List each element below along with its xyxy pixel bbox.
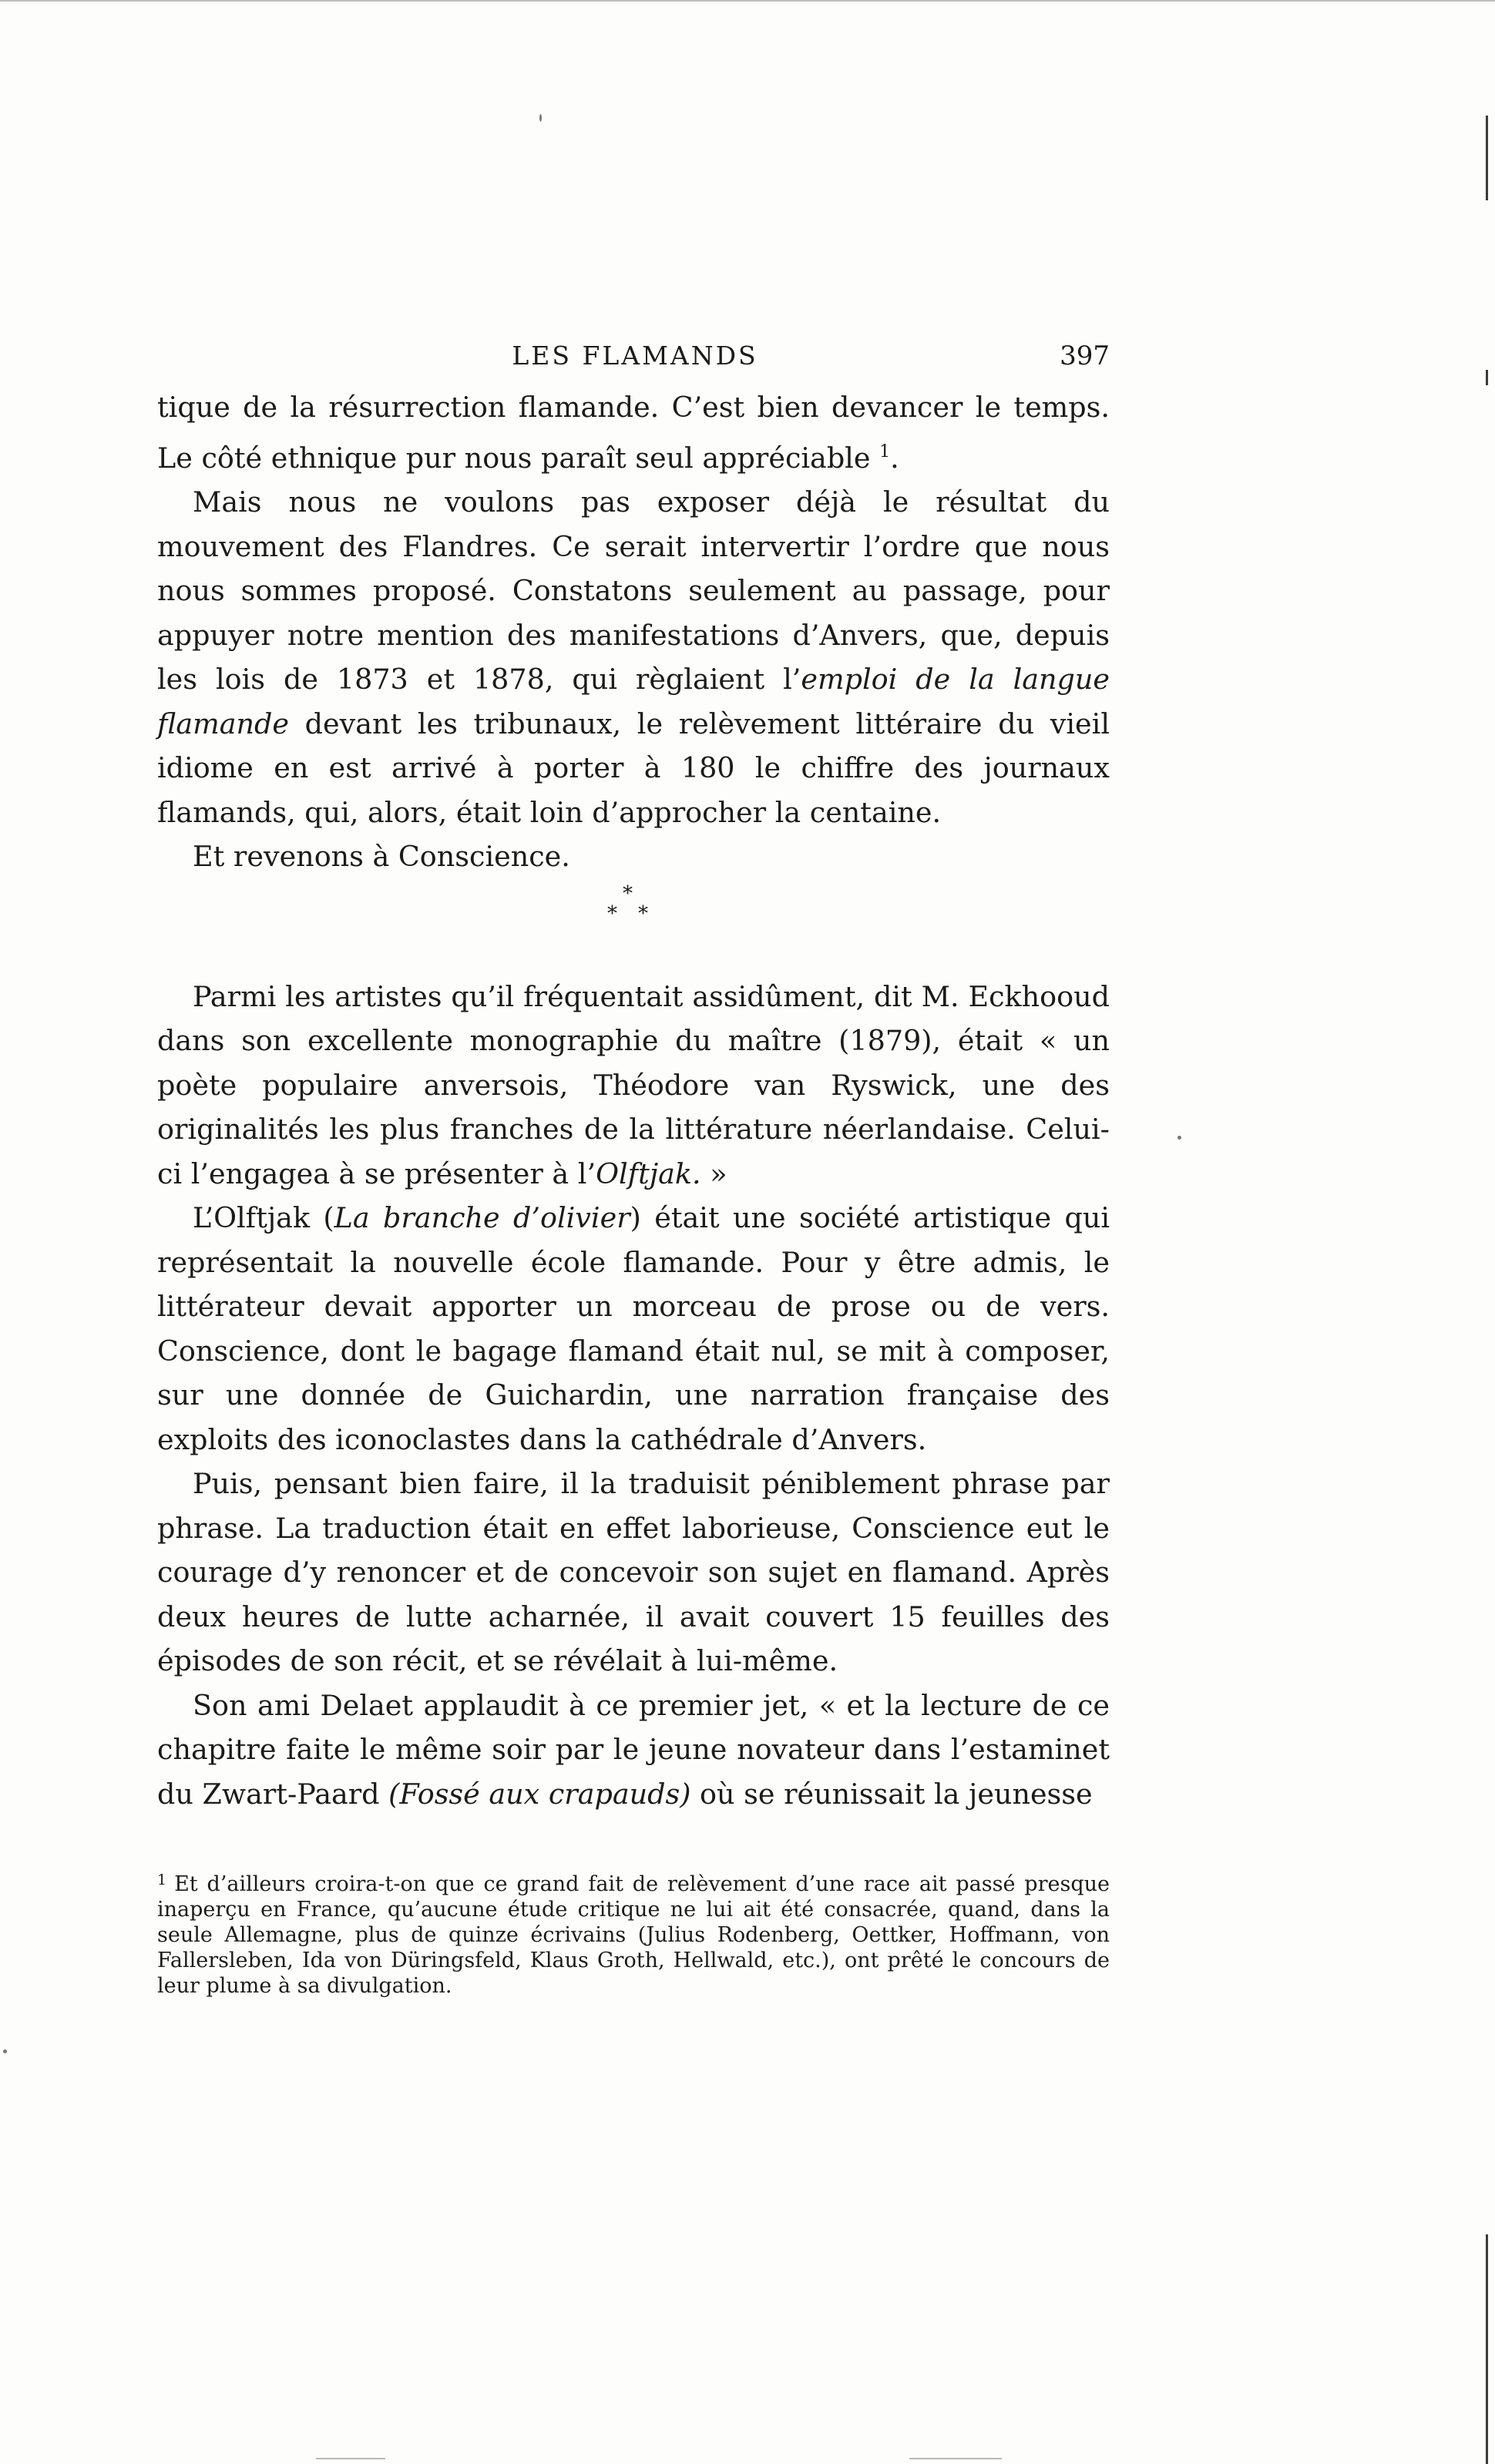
scan-speck (1178, 1136, 1181, 1140)
paragraph: Et revenons à Conscience. (193, 840, 570, 873)
scan-artifact (909, 2458, 1002, 2459)
emphasis: (Fossé aux crapauds) (388, 1777, 691, 1811)
paragraph-text: L’Olftjak ( (193, 1201, 334, 1234)
paragraph-text: » (700, 1156, 727, 1190)
paragraph (157, 480, 1110, 834)
asterism-star: * (638, 901, 648, 925)
scan-speck (539, 114, 542, 122)
footnote-text: Et d’ailleurs croira-t-on que ce grand fait de relèvement d’une race ait passé presque inaperçu en France, qu’aucune étude critique ne lui ait été consacrée, quand, dans la seule Allemagne, plus de quinze écrivains (Julius Rodenberg, Oettker, Hoffmann, von Fallersleben, Ida von Düringsfeld, Klaus Groth, Hellwald, etc.), ont prêté le concours de leur plume à sa divulgation. (157, 1872, 1110, 1998)
binding-edge-mark (1486, 2234, 1488, 2464)
asterism-star: * (623, 881, 633, 905)
paragraph-text: tique de la résurrection flamande. C’est bien devancer le temps. Le côté ethnique pur nous paraît seul appréciable (157, 391, 1110, 475)
scan-speck (3, 2049, 7, 2053)
footnote-marker: 1 (157, 1871, 167, 1888)
paragraph-text: où se réunissait la jeunesse (690, 1777, 1093, 1811)
emphasis: emploi de la langue flamande (157, 663, 1110, 740)
footnote (157, 1868, 1110, 1999)
paragraph-text: Mais nous ne voulons pas exposer déjà le résultat du mouvement des Flandres. Ce serait intervertir l’ordre que nous nous sommes proposé. Constatons seulement au passage, pour appuyer notre mention des manifestations d’Anvers, que, depuis les lois de 1873 et 1878, qui règlaient l’ (157, 485, 1110, 696)
running-title: LES FLAMANDS (512, 341, 758, 371)
footnote-reference: 1 (879, 441, 891, 462)
section-separator (157, 881, 1110, 932)
paragraph: Puis, pensant bien faire, il la traduisit péniblement phrase par phrase. La traduction était en effet laborieuse, Conscience eut le courage d’y renoncer et de concevoir son sujet en flamand. Après deux heures de lutte acharnée, il avait couvert 15 feuilles des épisodes de son récit, et se révélait à lui-même. (157, 1467, 1110, 1677)
page-number: 397 (1060, 341, 1110, 371)
binding-edge-mark (1486, 116, 1488, 200)
paragraph (157, 1196, 1110, 1462)
asterism-star: * (607, 901, 617, 925)
binding-edge-mark (1486, 370, 1488, 385)
scan-artifact (316, 2458, 385, 2459)
paragraph (157, 1684, 1110, 1817)
paragraph-text: ) était une société artistique qui représentait la nouvelle école flamande. Pour y être admis, le littérateur devait apporter un morceau de prose ou de vers. Conscience, dont le bagage flamand était nul, se mit à composer, sur une donnée de Guichardin, une narration française des exploits des iconoclastes dans la cathédrale d’Anvers. (157, 1201, 1110, 1456)
page-header (160, 334, 1110, 378)
paragraph (157, 975, 1110, 1197)
page-top-edge (0, 0, 1495, 2)
emphasis: Olftjak. (596, 1156, 701, 1190)
main-text (157, 385, 1110, 1816)
emphasis: La branche d’olivier (334, 1201, 630, 1234)
paragraph (157, 385, 1110, 480)
punctuation: . (890, 441, 899, 475)
paragraph-text: Son ami Delaet applaudit à ce premier jet, « et la lecture de ce chapitre faite le même soir par le jeune novateur dans l’estaminet du Zwart-Paard (157, 1688, 1110, 1811)
paragraph-text: devant les tribunaux, le relèvement littéraire du vieil idiome en est arrivé à porter à 180 le chiffre des journaux flamands, qui, alors, était loin d’approcher la centaine. (157, 707, 1110, 829)
paragraph-text: Parmi les artistes qu’il fréquentait assidûment, dit M. Eckhooud dans son excellente monographie du maître (1879), était « un poète populaire anversois, Théodore van Ryswick, une des originalités les plus franches de la littérature néerlandaise. Celui-ci l’engagea à se présenter à l’ (157, 979, 1110, 1190)
